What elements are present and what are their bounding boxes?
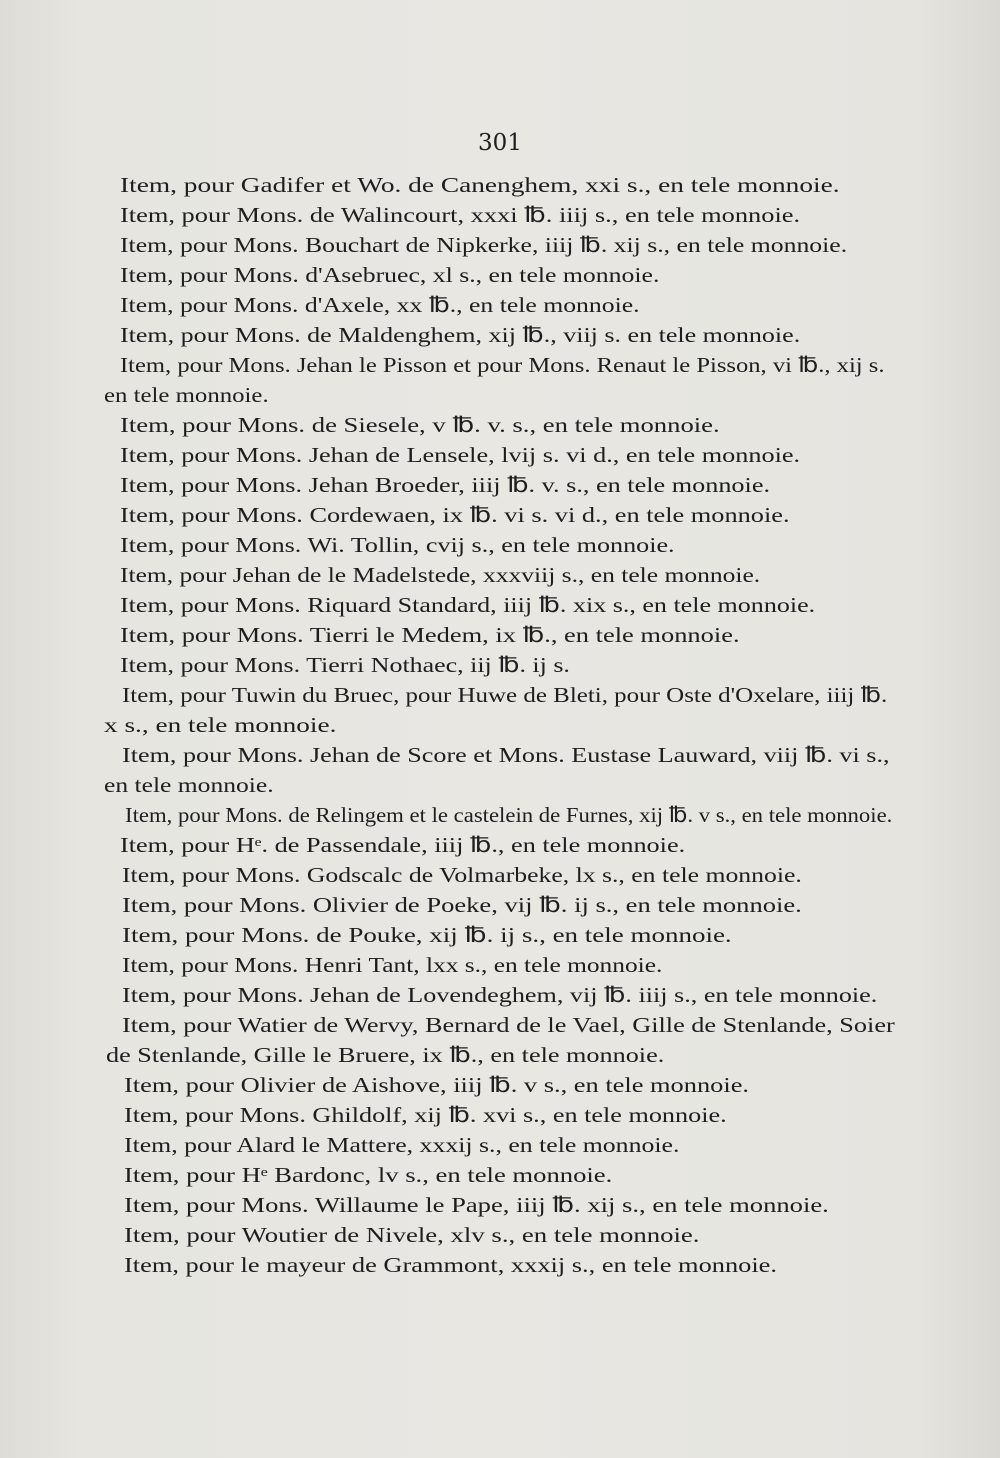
text-line: Item, pour Mons. Henri Tant, lxx s., en tele monnoie. xyxy=(122,953,663,977)
text-line: Item, pour Olivier de Aishove, iiij ℔. v s., en tele monnoie. xyxy=(124,1073,750,1097)
text-line: Item, pour Mons. de Maldenghem, xij ℔., viij s. en tele monnoie. xyxy=(120,323,801,347)
text-line: Item, pour Mons. Jehan Broeder, iiij ℔. v. s., en tele monnoie. xyxy=(120,473,771,497)
text-line: Item, pour Mons. Jehan de Score et Mons. Eustase Lauward, viij ℔. vi s., xyxy=(122,743,890,767)
text-line: Item, pour Mons. Tierri le Medem, ix ℔., en tele monnoie. xyxy=(120,623,740,647)
text-line: Item, pour Mons. Willaume le Pape, iiij ℔. xij s., en tele monnoie. xyxy=(124,1193,829,1217)
text-line: Item, pour Woutier de Nivele, xlv s., en tele monnoie. xyxy=(124,1223,700,1247)
text-line: Item, pour le mayeur de Grammont, xxxij s., en tele monnoie. xyxy=(124,1253,777,1277)
text-line: Item, pour Mons. Bouchart de Nipkerke, iiij ℔. xij s., en tele monnoie. xyxy=(120,233,848,257)
text-line: Item, pour Jehan de le Madelstede, xxxviij s., en tele monnoie. xyxy=(120,563,761,587)
text-line: Item, pour Hᵉ Bardonc, lv s., en tele monnoie. xyxy=(124,1163,613,1187)
text-line: Item, pour Alard le Mattere, xxxij s., en tele monnoie. xyxy=(124,1133,680,1157)
text-line: Item, pour Mons. de Walincourt, xxxi ℔. iiij s., en tele monnoie. xyxy=(120,203,801,227)
text-line: en tele monnoie. xyxy=(104,383,269,407)
text-line: Item, pour Mons. d'Axele, xx ℔., en tele monnoie. xyxy=(120,293,640,317)
text-line: Item, pour Gadifer et Wo. de Canenghem, xxi s., en tele monnoie. xyxy=(120,173,840,197)
text-line: Item, pour Mons. Riquard Standard, iiij ℔. xix s., en tele monnoie. xyxy=(120,593,816,617)
text-line: Item, pour Mons. Wi. Tollin, cvij s., en tele monnoie. xyxy=(120,533,675,557)
text-line: en tele monnoie. xyxy=(104,773,274,797)
page-number: 301 xyxy=(478,130,522,156)
text-line: Item, pour Hᵉ. de Passendale, iiij ℔., en tele monnoie. xyxy=(120,833,686,857)
text-line: Item, pour Mons. de Pouke, xij ℔. ij s., en tele monnoie. xyxy=(122,923,732,947)
text-line: Item, pour Mons. Jehan de Lovendeghem, vij ℔. iiij s., en tele monnoie. xyxy=(122,983,878,1007)
text-line: Item, pour Watier de Wervy, Bernard de le Vael, Gille de Stenlande, Soier xyxy=(122,1013,895,1037)
text-line: Item, pour Mons. de Relingem et le castelein de Furnes, xij ℔. v s., en tele monnoie. xyxy=(125,803,893,827)
text-line: Item, pour Mons. de Siesele, v ℔. v. s., en tele monnoie. xyxy=(120,413,720,437)
text-line: Item, pour Mons. Tierri Nothaec, iij ℔. ij s. xyxy=(120,653,570,677)
text-line: Item, pour Mons. Godscalc de Volmarbeke, lx s., en tele monnoie. xyxy=(122,863,802,887)
text-line: Item, pour Mons. d'Asebruec, xl s., en tele monnoie. xyxy=(120,263,660,287)
text-line: Item, pour Tuwin du Bruec, pour Huwe de Bleti, pour Oste d'Oxelare, iiij ℔. xyxy=(122,683,888,707)
text-line: de Stenlande, Gille le Bruere, ix ℔., en tele monnoie. xyxy=(106,1043,665,1067)
text-line: Item, pour Mons. Jehan de Lensele, lvij s. vi d., en tele monnoie. xyxy=(120,443,801,467)
text-line: Item, pour Mons. Olivier de Poeke, vij ℔. ij s., en tele monnoie. xyxy=(122,893,802,917)
text-line: Item, pour Mons. Ghildolf, xij ℔. xvi s., en tele monnoie. xyxy=(124,1103,727,1127)
text-line: Item, pour Mons. Jehan le Pisson et pour Mons. Renaut le Pisson, vi ℔., xij s. xyxy=(120,353,885,377)
text-line: x s., en tele monnoie. xyxy=(104,713,337,737)
text-line: Item, pour Mons. Cordewaen, ix ℔. vi s. vi d., en tele monnoie. xyxy=(120,503,790,527)
